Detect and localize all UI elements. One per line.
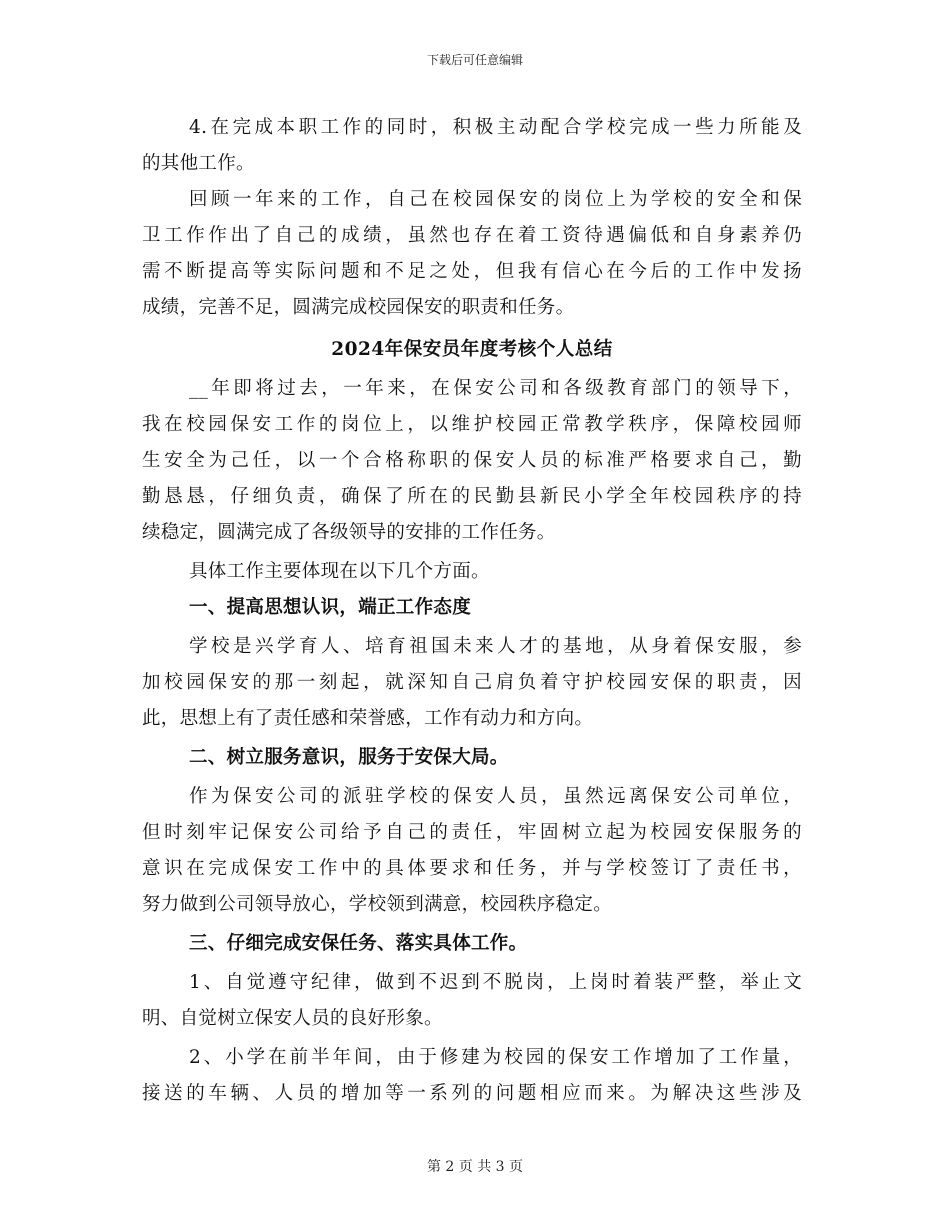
- section-heading: 二、树立服务意识，服务于安保大局。: [189, 747, 509, 768]
- paragraph-line: 我在校园保安工作的岗位上，以维护校园正常教学秩序，保障校园师: [142, 414, 802, 435]
- page-header: 下载后可任意编辑: [426, 53, 523, 67]
- paragraph-line: 努力做到公司领导放心，学校领到满意，校园秩序稳定。: [142, 894, 613, 915]
- paragraph-line: 意识在完成保安工作中的具体要求和任务，并与学校签订了责任书，: [142, 858, 802, 879]
- paragraph-line: 需不断提高等实际问题和不足之处，但我有信心在今后的工作中发扬: [142, 261, 802, 282]
- paragraph-line: 明、自觉树立保安人员的良好形象。: [142, 1008, 443, 1029]
- paragraph-line: 回顾一年来的工作，自己在校园保安的岗位上为学校的安全和保: [189, 189, 802, 210]
- paragraph-line: 1、自觉遵守纪律，做到不迟到不脱岗，上岗时着装严整，举止文: [189, 972, 802, 993]
- paragraph-line: 2、小学在前半年间，由于修建为校园的保安工作增加了工作量，: [189, 1047, 802, 1068]
- paragraph-line: __年即将过去，一年来，在保安公司和各级教育部门的领导下，: [189, 378, 802, 399]
- section-heading: 三、仔细完成安保任务、落实具体工作。: [189, 933, 528, 954]
- paragraph-line: 卫工作作出了自己的成绩，虽然也存在着工资待遇偏低和自身素养仍: [142, 225, 802, 246]
- paragraph-line: 成绩，完善不足，圆满完成校园保安的职责和任务。: [142, 297, 575, 318]
- paragraph-line: 续稳定，圆满完成了各级领导的安排的工作任务。: [142, 522, 556, 543]
- page-footer: 第 2 页 共 3 页: [426, 1159, 524, 1175]
- paragraph-line: 接送的车辆、人员的增加等一系列的问题相应而来。为解决这些涉及: [142, 1083, 802, 1104]
- section-heading: 一、提高思想认识，端正工作态度: [189, 597, 472, 618]
- paragraph-line: 4.在完成本职工作的同时，积极主动配合学校完成一些力所能及: [189, 117, 802, 138]
- paragraph-line: 作为保安公司的派驻学校的保安人员，虽然远离保安公司单位，: [189, 786, 802, 807]
- paragraph-line: 此，思想上有了责任感和荣誉感，工作有动力和方向。: [142, 708, 594, 729]
- document-title: 2024年保安员年度考核个人总结: [331, 339, 613, 360]
- paragraph-line: 勤恳恳，仔细负责，确保了所在的民勤县新民小学全年校园秩序的持: [142, 486, 802, 507]
- paragraph-line: 生安全为己任，以一个合格称职的保安人员的标准严格要求自己，勤: [142, 450, 802, 471]
- paragraph-line: 的其他工作。: [142, 153, 255, 174]
- paragraph-line: 具体工作主要体现在以下几个方面。: [189, 561, 490, 582]
- paragraph-line: 学校是兴学育人、培育祖国未来人才的基地，从身着保安服，参: [189, 636, 802, 657]
- paragraph-line: 加校园保安的那一刻起，就深知自己肩负着守护校园安保的职责，因: [142, 672, 802, 693]
- paragraph-line: 但时刻牢记保安公司给予自己的责任，牢固树立起为校园安保服务的: [142, 822, 802, 843]
